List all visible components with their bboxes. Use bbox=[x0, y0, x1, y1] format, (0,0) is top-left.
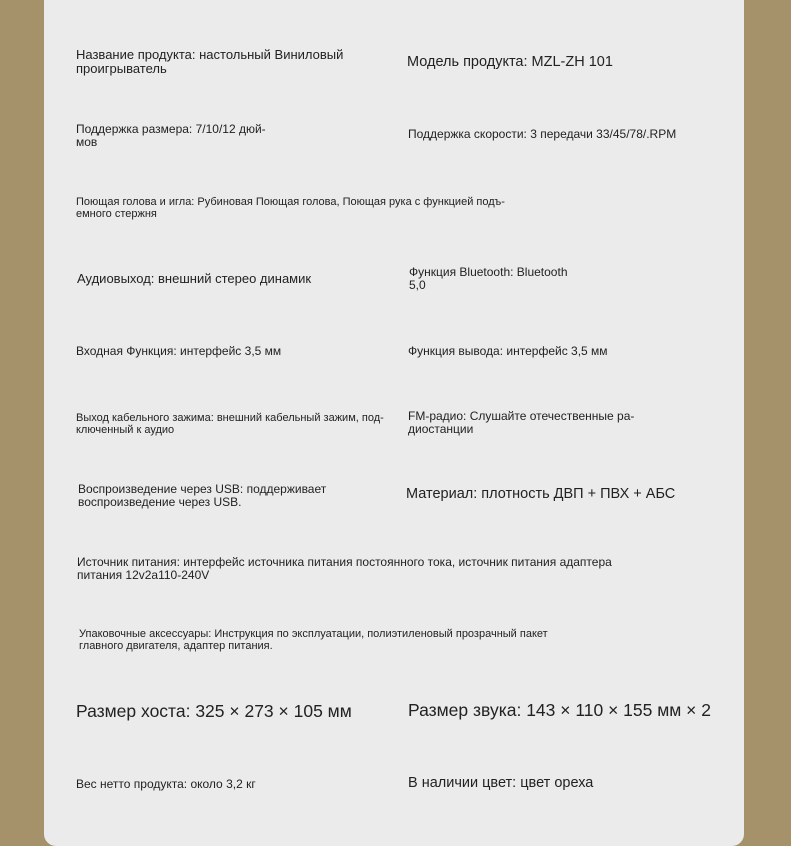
spec-head-and-needle: Поющая голова и игла: Рубиновая Поющая голова, Поющая рука с функцией подъ-емного стержня bbox=[76, 196, 505, 221]
spec-sound-size: Размер звука: 143 × 110 × 155 мм × 2 bbox=[408, 700, 711, 720]
spec-fm-radio: FM-радио: Слушайте отечественные ра-диостанции bbox=[408, 409, 635, 436]
spec-size-support: Поддержка размера: 7/10/12 дюй-мов bbox=[76, 122, 266, 149]
spec-net-weight: Вес нетто продукта: около 3,2 кг bbox=[76, 777, 256, 791]
spec-host-size: Размер хоста: 325 × 273 × 105 мм bbox=[76, 701, 352, 721]
spec-output-function: Функция вывода: интерфейс 3,5 мм bbox=[408, 344, 608, 358]
spec-product-model: Модель продукта: MZL-ZH 101 bbox=[407, 54, 613, 70]
spec-audio-output: Аудиовыход: внешний стерео динамик bbox=[77, 271, 312, 286]
spec-speed-support: Поддержка скорости: 3 передачи 33/45/78/.RPM bbox=[408, 127, 677, 141]
spec-bluetooth: Функция Bluetooth: Bluetooth 5,0 bbox=[409, 265, 568, 292]
spec-power-source: Источник питания: интерфейс источника питания постоянного тока, источник питания адаптера питания 12v2a110-240V bbox=[77, 555, 612, 582]
spec-material: Материал: плотность ДВП + ПВХ + АБС bbox=[406, 486, 676, 502]
spec-color: В наличии цвет: цвет ореха bbox=[408, 775, 594, 791]
spec-usb-playback: Воспроизведение через USB: поддерживает воспроизведение через USB. bbox=[78, 482, 327, 509]
spec-input-function: Входная Функция: интерфейс 3,5 мм bbox=[76, 344, 282, 358]
spec-product-name: Название продукта: настольный Виниловый проигрыватель bbox=[76, 47, 344, 76]
spec-cable-clamp-output: Выход кабельного зажима: внешний кабельный зажим, под-ключенный к аудио bbox=[76, 412, 384, 437]
spec-packing-accessories: Упаковочные аксессуары: Инструкция по эксплуатации, полиэтиленовый прозрачный пакет главного двигателя, адаптер питания. bbox=[79, 628, 548, 653]
